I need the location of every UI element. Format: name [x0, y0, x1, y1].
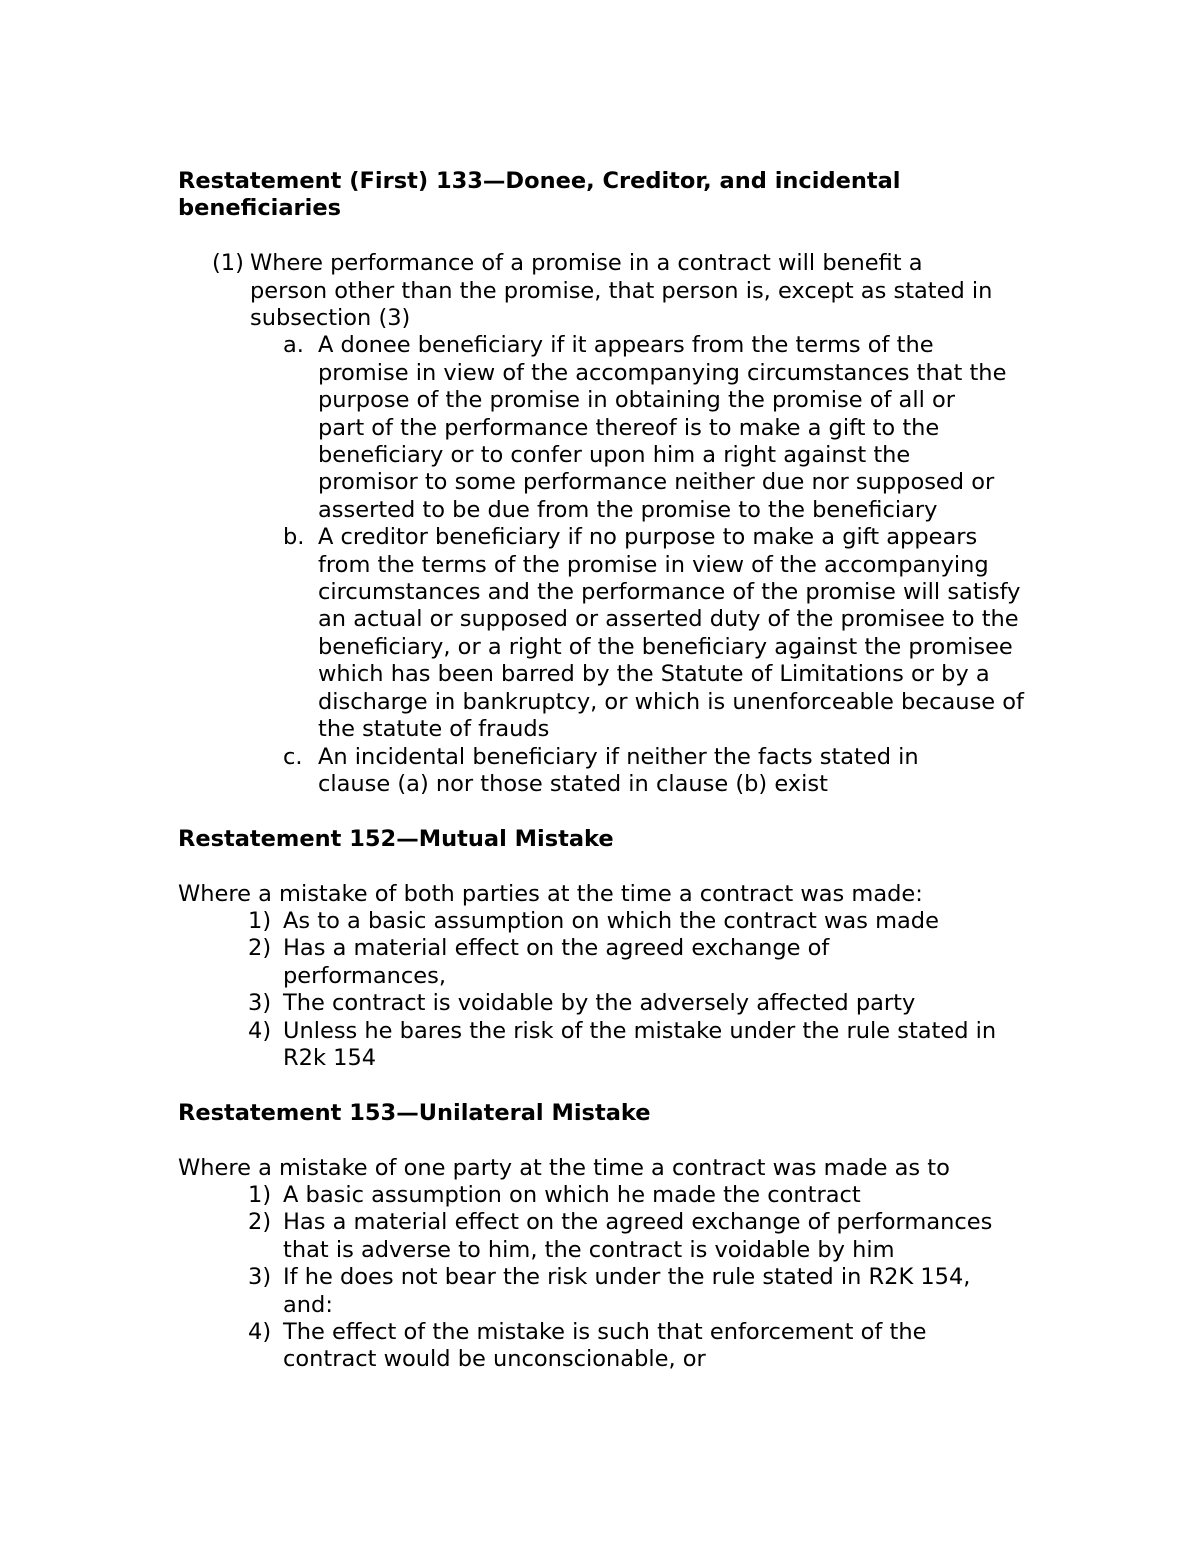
list-marker: (1): [212, 250, 244, 277]
list-item: [248, 908, 1038, 935]
list-marker: c.: [283, 743, 303, 770]
section-intro: Where a mistake of both parties at the time a contract was made:: [178, 880, 923, 907]
spacer: [178, 853, 1038, 880]
section-intro: Where a mistake of one party at the time a contract was made as to: [178, 1154, 950, 1181]
list-item: [248, 990, 1038, 1017]
list-item-text: Unless he bares the risk of the mistake under the rule stated in R2k 154: [283, 1017, 997, 1071]
section-heading: Restatement 152—Mutual Mistake: [178, 825, 614, 852]
list-marker: 1): [248, 907, 272, 934]
list-marker: b.: [283, 524, 305, 551]
spacer: [178, 1072, 1038, 1099]
section-heading: Restatement 153—Unilateral Mistake: [178, 1099, 651, 1126]
list-item: [248, 1182, 1038, 1209]
list-item: [248, 935, 1038, 990]
list-item-text: Has a material effect on the agreed exchange of performances that is adverse to him, the contract is voidable by him: [283, 1209, 993, 1263]
list-item: [248, 1319, 1038, 1374]
list-item: [283, 744, 1038, 799]
list-marker: a.: [283, 332, 304, 359]
spacer: [178, 223, 1038, 250]
list-item-text: A donee beneficiary if it appears from the terms of the promise in view of the accompanying circumstances that the purpose of the promise in obtaining the promise of all or part of the performance thereof is to make a gift to the beneficiary or to confer upon him a right against the promisor to some performance neither due nor supposed or asserted to be due from the promise to the beneficiary: [318, 332, 1007, 523]
list-item: [248, 1209, 1038, 1264]
list-marker: 2): [248, 935, 272, 962]
list-item: [283, 524, 1038, 743]
list-marker: 3): [248, 1264, 272, 1291]
list-item-text: If he does not bear the risk under the rule stated in R2K 154, and:: [283, 1264, 971, 1318]
list-item-text: Has a material effect on the agreed exchange of performances,: [283, 935, 830, 989]
list-item: [248, 1264, 1038, 1319]
list-marker: 4): [248, 1017, 272, 1044]
list-marker: 2): [248, 1209, 272, 1236]
list-marker: 1): [248, 1181, 272, 1208]
list-item-text: The contract is voidable by the adversely affected party: [283, 990, 916, 1017]
spacer: [178, 798, 1038, 825]
list-item: [248, 1018, 1038, 1073]
list-item: [212, 250, 1038, 332]
section-heading: Restatement (First) 133—Donee, Creditor, and incidental beneficiaries: [178, 168, 901, 222]
list-item-text: An incidental beneficiary if neither the facts stated in clause (a) nor those stated in clause (b) exist: [318, 743, 919, 797]
spacer: [178, 1127, 1038, 1154]
list-item-text: The effect of the mistake is such that enforcement of the contract would be unconscionable, or: [283, 1318, 927, 1373]
list-item: [283, 332, 1038, 524]
list-item-text: Where performance of a promise in a contract will benefit a person other than the promise, that person is, except as stated in subsection (3): [250, 250, 993, 332]
list-marker: 4): [248, 1318, 272, 1345]
document-body: [178, 168, 1038, 1374]
list-item-text: A basic assumption on which he made the contract: [283, 1181, 861, 1208]
list-marker: 3): [248, 990, 272, 1017]
list-item-text: A creditor beneficiary if no purpose to make a gift appears from the terms of the promise in view of the accompanying circumstances and the performance of the promise will satisfy an actual or supposed or asserted duty of the promisee to the beneficiary, or a right of the beneficiary against the promisee which has been barred by the Statute of Limitations or by a discharge in bankruptcy, or which is unenforceable because of the statute of frauds: [318, 524, 1024, 743]
list-item-text: As to a basic assumption on which the contract was made: [283, 907, 939, 934]
